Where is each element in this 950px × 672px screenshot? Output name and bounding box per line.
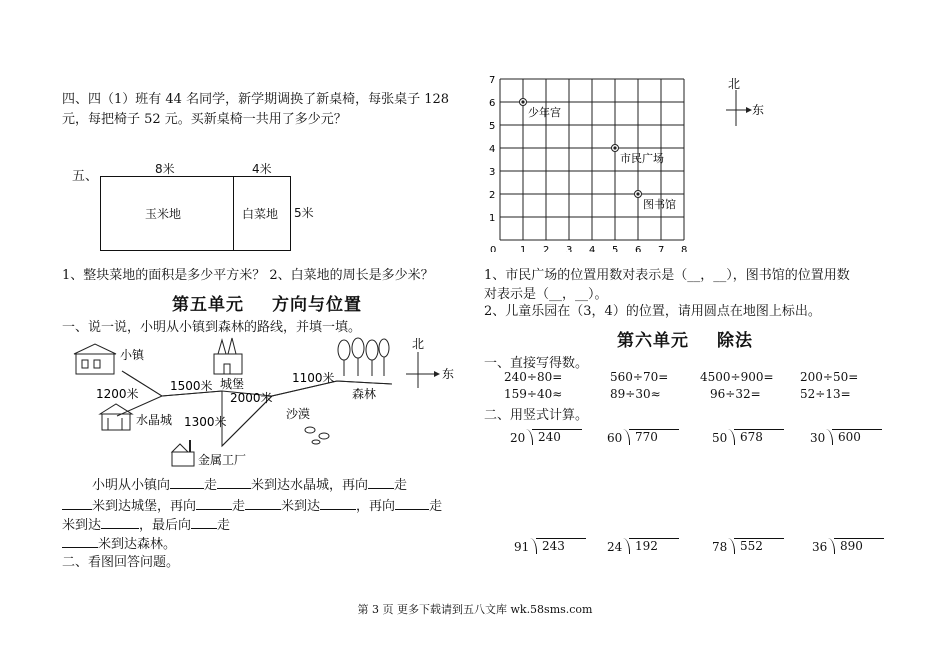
oral-item: 4500÷900= xyxy=(700,370,774,384)
y-tick-label: 5 xyxy=(489,121,496,132)
divisor: 36 xyxy=(812,540,828,554)
blank-direction-3[interactable] xyxy=(196,496,232,510)
blank-direction-2[interactable] xyxy=(368,475,394,489)
blank-distance-1[interactable] xyxy=(217,475,251,489)
unit6-title-sub: 除法 xyxy=(717,331,753,351)
fill-text-3: 米到达水晶城，再向 xyxy=(251,478,369,493)
distance-desert-forest: 1100米 xyxy=(292,371,335,385)
coordinate-grid xyxy=(484,72,704,252)
y-tick-label: 1 xyxy=(489,213,496,224)
unit5-title xyxy=(172,290,362,315)
fill-line4 xyxy=(62,533,176,552)
divisor: 24 xyxy=(607,540,623,554)
oral-item: 159÷40≈ xyxy=(504,387,563,401)
divisor: 91 xyxy=(514,540,530,554)
distance-crystal-castle: 1500米 xyxy=(170,379,213,393)
castle-icon xyxy=(214,338,242,374)
q5-label: 五、 xyxy=(72,169,99,184)
dividend: 243 xyxy=(536,538,586,553)
x-tick-label: 3 xyxy=(566,245,573,252)
unit6-q2: 二、用竖式计算。 xyxy=(484,408,589,423)
dividend: 552 xyxy=(734,538,784,553)
fill-text-10: 米到达 xyxy=(62,518,102,533)
grid-compass xyxy=(716,76,776,136)
dividend: 600 xyxy=(832,429,882,444)
blank-place-1[interactable] xyxy=(320,496,356,510)
oral-item: 89÷30≈ xyxy=(610,387,661,401)
fill-line1 xyxy=(62,474,407,493)
dividend: 240 xyxy=(532,429,582,444)
blank-place-2[interactable] xyxy=(101,515,139,529)
cabbage-field xyxy=(233,176,291,251)
y-tick-label: 3 xyxy=(489,167,496,178)
map-compass-east: 东 xyxy=(442,367,455,381)
corn-field-label: 玉米地 xyxy=(145,207,182,221)
grid-compass-east: 东 xyxy=(752,103,765,117)
forest-icon xyxy=(338,338,389,376)
fill-line3 xyxy=(62,514,230,533)
route-map xyxy=(62,336,472,476)
place-town: 小镇 xyxy=(120,348,145,362)
q4-line1: 四、四（1）班有 44 名同学，新学期调换了新桌椅，每张桌子 128 xyxy=(62,92,450,107)
unit5-title-main: 第五单元 xyxy=(172,295,244,315)
fill-text-5: 米到达城堡，再向 xyxy=(92,499,197,514)
blank-distance-4[interactable] xyxy=(62,534,98,548)
distance-castle-factory: 1300米 xyxy=(184,415,227,429)
grid-point-label: 少年宫 xyxy=(528,106,561,119)
blank-distance-3[interactable] xyxy=(245,496,281,510)
map-compass xyxy=(406,337,454,388)
unit6-q1: 一、直接写得数。 xyxy=(484,356,589,371)
fill-line2 xyxy=(62,495,442,514)
x-tick-label: 2 xyxy=(543,245,550,252)
unit5-q1-intro: 一、说一说，小明从小镇到森林的路线，并填一填。 xyxy=(62,320,362,335)
place-desert: 沙漠 xyxy=(286,407,311,421)
x-tick-label: 0 xyxy=(490,245,497,252)
fill-text-6: 走 xyxy=(232,499,246,514)
fill-text-8: ，再向 xyxy=(356,499,396,514)
place-crystal-city: 水晶城 xyxy=(136,413,173,427)
unit6-title xyxy=(617,326,753,351)
grid-q1: 1、市民广场的位置用数对表示是（__，__），图书馆的位置用数 xyxy=(484,268,850,283)
divisor: 60 xyxy=(607,431,623,445)
distance-factory-desert: 2000米 xyxy=(230,391,273,405)
oral-item: 200÷50= xyxy=(800,370,859,384)
blank-distance-2[interactable] xyxy=(62,496,92,510)
x-tick-label: 6 xyxy=(635,245,642,252)
unit5-q2: 二、看图回答问题。 xyxy=(62,555,180,570)
grid-q1-cont: 对表示是（__，__）。 xyxy=(484,287,608,302)
grid-point xyxy=(521,100,524,103)
x-tick-label: 4 xyxy=(589,245,596,252)
blank-direction-5[interactable] xyxy=(191,515,217,529)
q4-line2: 元，每把椅子 52 元。买新桌椅一共用了多少元？ xyxy=(62,112,347,127)
place-castle: 城堡 xyxy=(220,377,245,391)
blank-direction-4[interactable] xyxy=(395,496,429,510)
oral-item: 560÷70= xyxy=(610,370,669,384)
fill-text-9: 走 xyxy=(429,499,443,514)
grid-point-label: 市民广场 xyxy=(620,152,664,165)
map-compass-north: 北 xyxy=(412,337,425,351)
blank-direction-1[interactable] xyxy=(170,475,204,489)
grid-point xyxy=(613,146,616,149)
place-forest: 森林 xyxy=(352,387,377,401)
cabbage-field-label: 白菜地 xyxy=(242,207,279,221)
dividend: 192 xyxy=(629,538,679,553)
oral-item: 52÷13= xyxy=(800,387,851,401)
y-tick-label: 6 xyxy=(489,98,496,109)
oral-item: 96÷32= xyxy=(710,387,761,401)
fill-text-4: 走 xyxy=(394,478,408,493)
route-path xyxy=(122,371,392,446)
dividend: 770 xyxy=(629,429,679,444)
grid-compass-north: 北 xyxy=(728,77,741,91)
crystal-city-icon xyxy=(100,404,132,430)
q5-question: 1、整块菜地的面积是多少平方米？ 2、白菜地的周长是多少米？ xyxy=(62,268,434,283)
y-tick-label: 2 xyxy=(489,190,496,201)
grid-q2: 2、儿童乐园在（3，4）的位置，请用圆点在地图上标出。 xyxy=(484,304,821,319)
x-tick-label: 5 xyxy=(612,245,619,252)
divisor: 20 xyxy=(510,431,526,445)
grid-point xyxy=(636,192,639,195)
grid-point-label: 图书馆 xyxy=(643,198,676,211)
place-factory: 金属工厂 xyxy=(198,453,247,467)
fill-text-11: ，最后向 xyxy=(139,518,192,533)
dividend: 678 xyxy=(734,429,784,444)
unit6-title-main: 第六单元 xyxy=(617,331,689,351)
unit5-title-sub: 方向与位置 xyxy=(272,295,362,315)
q5-top-left-length: 8米 xyxy=(155,162,175,176)
divisor: 78 xyxy=(712,540,728,554)
desert-icon xyxy=(305,427,329,444)
y-tick-label: 7 xyxy=(489,75,496,86)
fill-text-2: 走 xyxy=(204,478,218,493)
corn-field xyxy=(100,176,234,251)
divisor: 50 xyxy=(712,431,728,445)
x-tick-label: 7 xyxy=(658,245,665,252)
fill-text-1: 小明从小镇向 xyxy=(92,478,171,493)
q5-top-right-length: 4米 xyxy=(252,162,272,176)
divisor: 30 xyxy=(810,431,826,445)
town-icon xyxy=(74,344,116,374)
distance-town-crystal: 1200米 xyxy=(96,387,139,401)
y-tick-label: 4 xyxy=(489,144,496,155)
factory-icon xyxy=(172,440,194,466)
x-tick-label: 1 xyxy=(520,245,527,252)
q5-side-length: 5米 xyxy=(294,206,314,220)
page-footer: 第 3 页 更多下载请到五八文库 wk.58sms.com xyxy=(357,603,593,616)
oral-item: 240÷80= xyxy=(504,370,563,384)
fill-text-7: 米到达 xyxy=(281,499,321,514)
fill-text-12: 走 xyxy=(217,518,231,533)
dividend: 890 xyxy=(834,538,884,553)
x-tick-label: 8 xyxy=(681,245,688,252)
fill-text-13: 米到达森林。 xyxy=(98,537,177,552)
